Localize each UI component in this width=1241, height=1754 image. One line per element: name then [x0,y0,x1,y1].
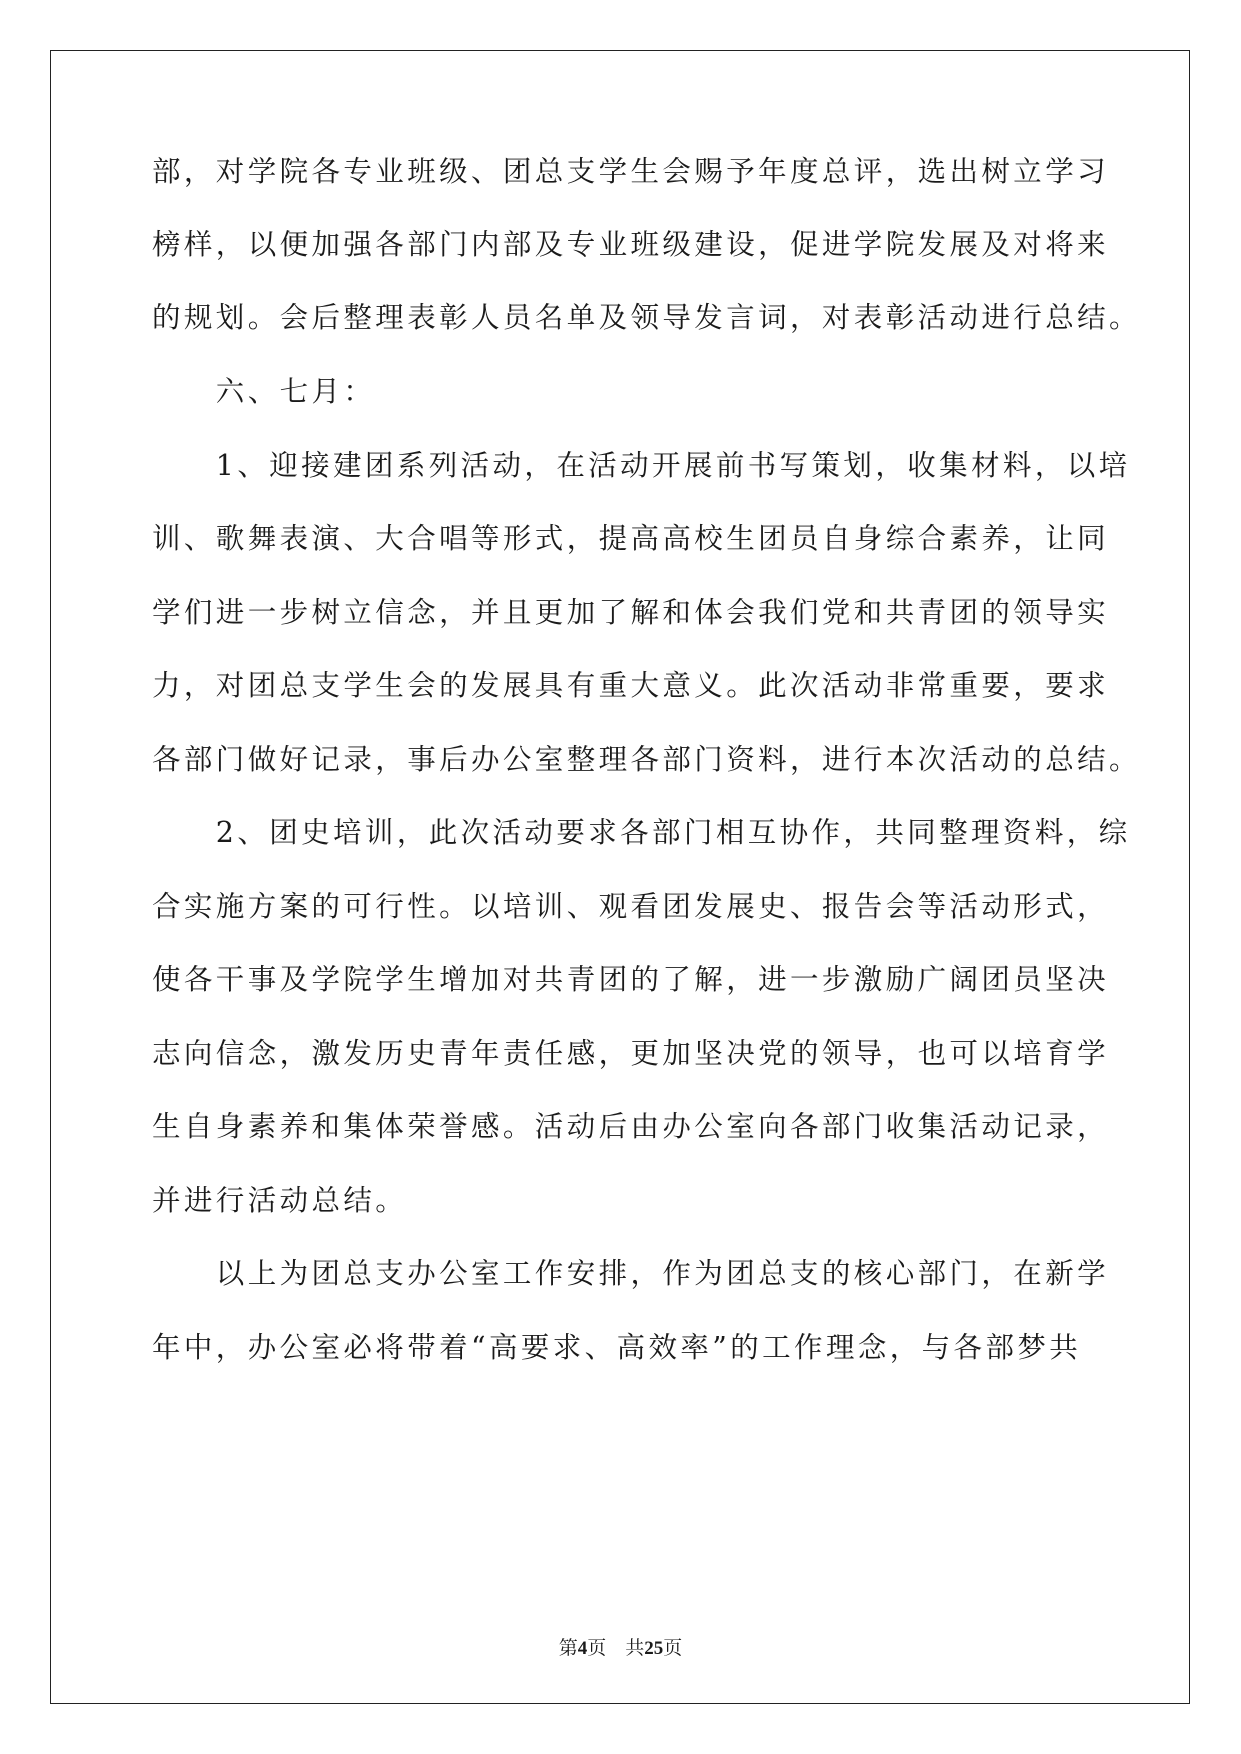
text-line: 部，对学院各专业班级、团总支学生会赐予年度总评，选出树立学习 [152,155,1110,188]
text-line: 以上为团总支办公室工作安排，作为团总支的核心部门，在新学 [152,1257,1110,1290]
text-line: 各部门做好记录，事后办公室整理各部门资料，进行本次活动的总结。 [152,743,1141,776]
text-line: 使各干事及学院学生增加对共青团的了解，进一步激励广阔团员坚决 [152,963,1110,996]
text-line: 榜样，以便加强各部门内部及专业班级建设，促进学院发展及对将来 [152,228,1110,261]
text-line: 六、七月： [152,375,376,408]
text-line: 志向信念，激发历史青年责任感，更加坚决党的领导，也可以培育学 [152,1037,1110,1070]
text-line: 2、团史培训，此次活动要求各部门相互协作，共同整理资料，综 [152,816,1131,849]
text-line: 年中，办公室必将带着“高要求、高效率”的工作理念，与各部梦共 [152,1331,1082,1364]
total-pages: 25 [644,1638,664,1659]
text-line: 力，对团总支学生会的发展具有重大意义。此次活动非常重要，要求 [152,669,1110,702]
text-line: 的规划。会后整理表彰人员名单及领导发言词，对表彰活动进行总结。 [152,301,1141,334]
page-suffix: 页 [663,1637,683,1659]
page-footer [0,1636,1241,1661]
page-mid: 页 共 [587,1637,645,1659]
text-line: 训、歌舞表演、大合唱等形式，提高高校生团员自身综合素养，让同 [152,522,1110,555]
text-line: 合实施方案的可行性。以培训、观看团发展史、报告会等活动形式， [152,890,1110,923]
text-line: 1、迎接建团系列活动，在活动开展前书写策划，收集材料，以培 [152,449,1131,482]
text-line: 生自身素养和集体荣誉感。活动后由办公室向各部门收集活动记录， [152,1110,1110,1143]
page-number: 4 [577,1638,588,1659]
text-line: 并进行活动总结。 [152,1184,408,1217]
text-line: 学们进一步树立信念，并且更加了解和体会我们党和共青团的领导实 [152,596,1110,629]
page-prefix: 第 [558,1637,578,1659]
